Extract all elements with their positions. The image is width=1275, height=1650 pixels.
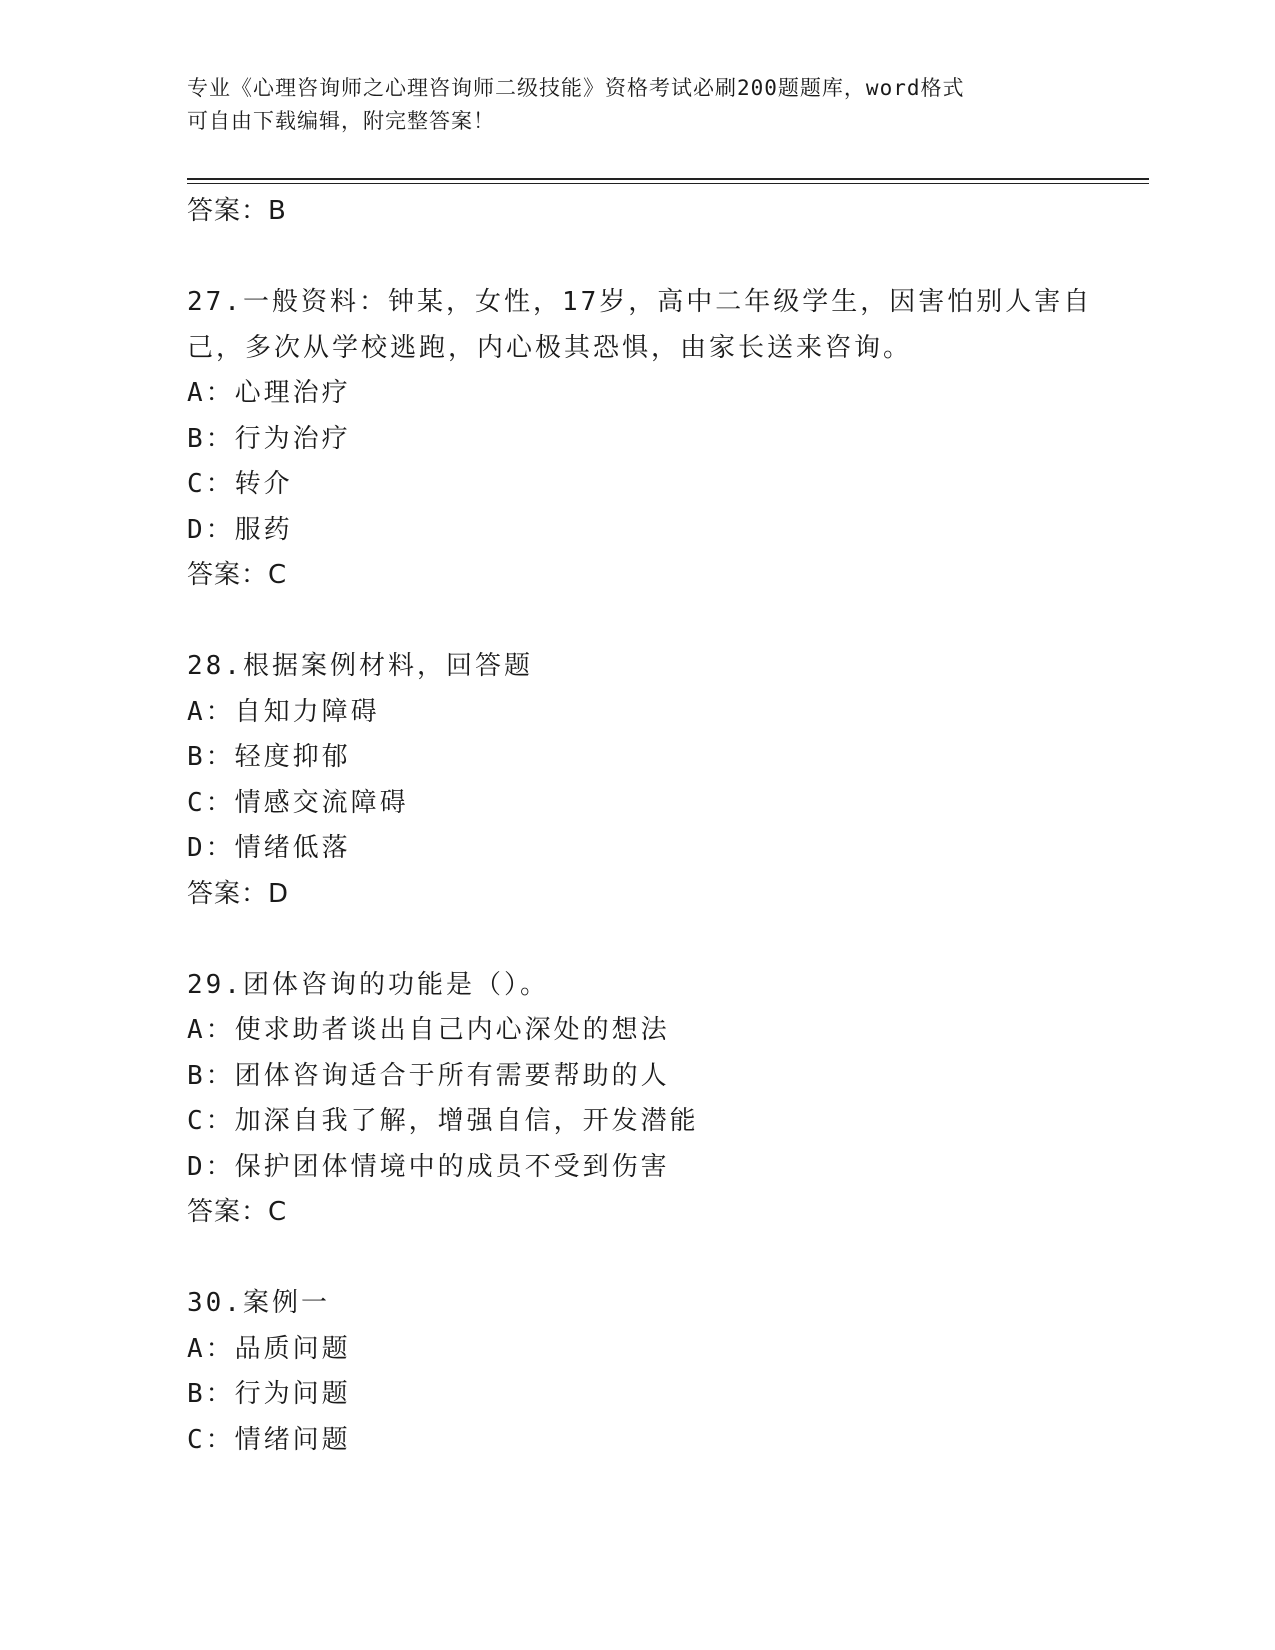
option-a: A：心理治疗 bbox=[187, 378, 351, 408]
header-line-2: 可自由下载编辑，附完整答案！ bbox=[187, 109, 495, 133]
option-a: A：使求助者谈出自己内心深处的想法 bbox=[187, 1015, 670, 1045]
answer-line: 答案：B bbox=[187, 196, 287, 226]
option-c: C：情绪问题 bbox=[187, 1424, 351, 1455]
question-block bbox=[187, 1281, 1087, 1463]
question-stem: 27.一般资料：钟某，女性，17岁，高中二年级学生，因害怕别人害自 bbox=[187, 287, 1093, 317]
question-stem: 29.团体咨询的功能是（）。 bbox=[187, 969, 549, 1000]
page-header bbox=[187, 72, 1087, 138]
option-b: B：轻度抑郁 bbox=[187, 742, 351, 772]
header-divider bbox=[187, 178, 1149, 184]
option-b: B：团体咨询适合于所有需要帮助的人 bbox=[187, 1060, 670, 1091]
question-block bbox=[187, 963, 1087, 1236]
question-block bbox=[187, 644, 1087, 917]
option-a: A：品质问题 bbox=[187, 1333, 351, 1364]
spacer bbox=[187, 1236, 1087, 1282]
option-c: C：情感交流障碍 bbox=[187, 787, 409, 818]
spacer bbox=[187, 599, 1087, 645]
option-a: A：自知力障碍 bbox=[187, 696, 380, 727]
option-c: C：转介 bbox=[187, 469, 293, 499]
question-stem: 30.案例一 bbox=[187, 1288, 330, 1318]
option-c: C：加深自我了解，增强自信，开发潜能 bbox=[187, 1106, 699, 1136]
option-b: B：行为治疗 bbox=[187, 423, 351, 454]
spacer bbox=[187, 235, 1087, 281]
question-stem: 28.根据案例材料，回答题 bbox=[187, 651, 533, 681]
option-d: D：情绪低落 bbox=[187, 833, 351, 863]
answer-line: 答案：C bbox=[187, 1197, 288, 1227]
spacer bbox=[187, 917, 1087, 963]
option-b: B：行为问题 bbox=[187, 1379, 351, 1409]
option-d: D：服药 bbox=[187, 514, 293, 545]
answer-line: 答案：D bbox=[187, 878, 290, 909]
question-list bbox=[187, 189, 1093, 1463]
header-line-1: 专业《心理咨询师之心理咨询师二级技能》资格考试必刷200题题库，word格式 bbox=[187, 76, 965, 100]
question-block bbox=[187, 280, 1093, 599]
option-d: D：保护团体情境中的成员不受到伤害 bbox=[187, 1151, 670, 1182]
answer-line: 答案：C bbox=[187, 560, 288, 590]
question-stem: 己，多次从学校逃跑，内心极其恐惧，由家长送来咨询。 bbox=[187, 332, 913, 363]
